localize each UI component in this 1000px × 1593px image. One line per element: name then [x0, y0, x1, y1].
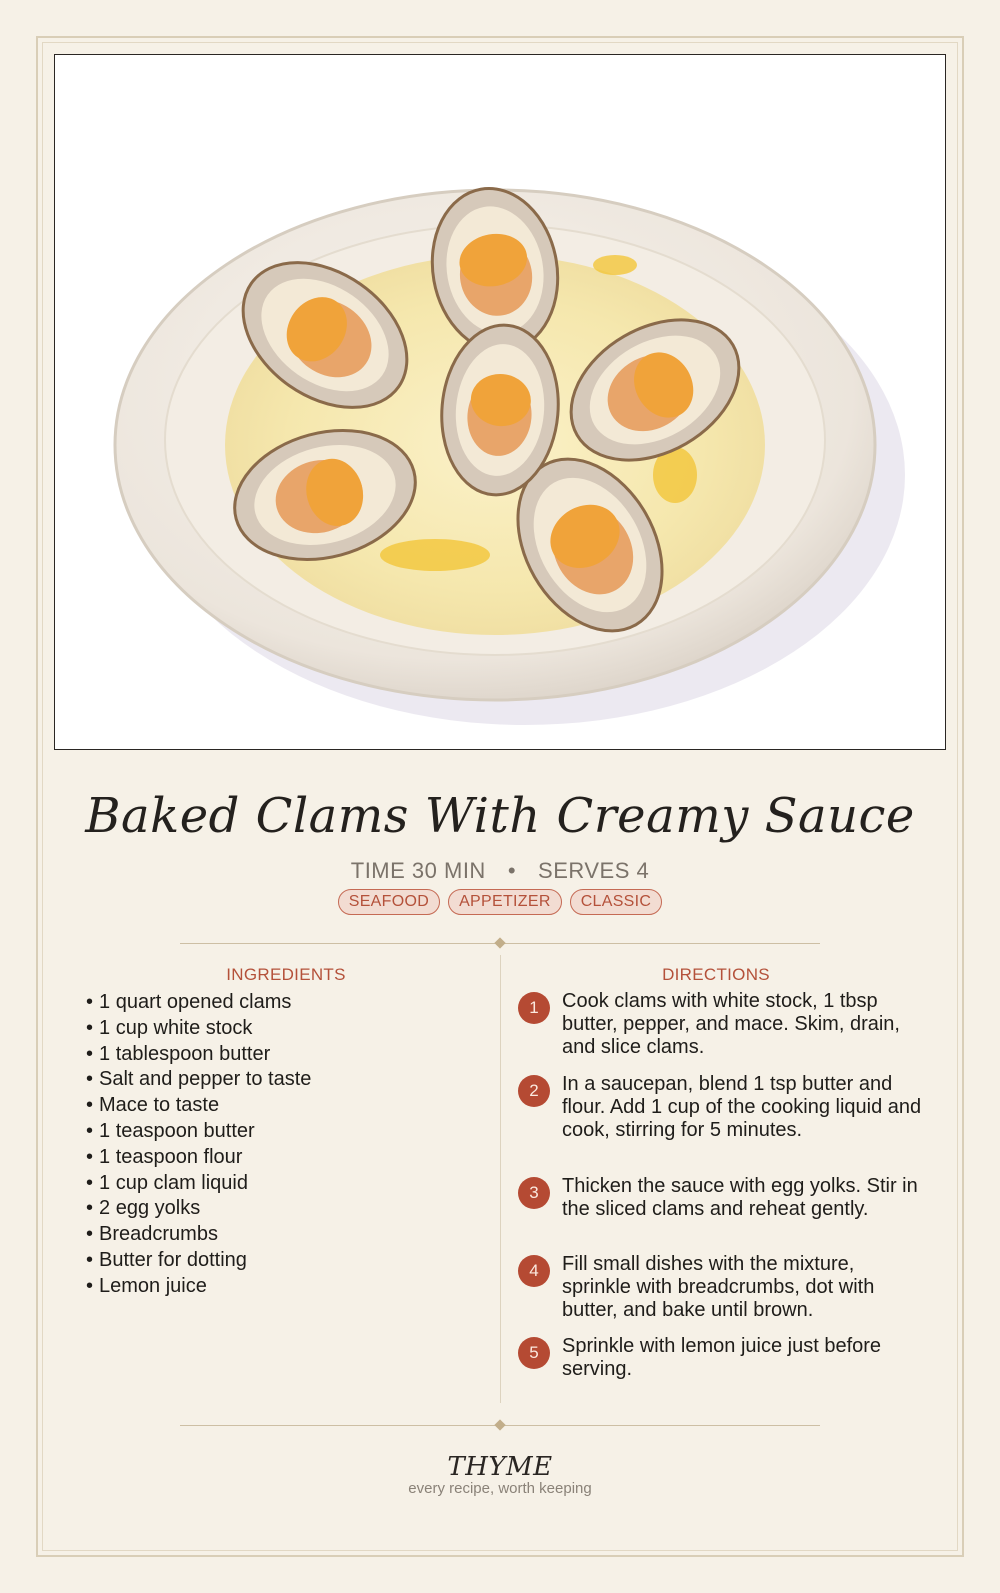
recipe-title: Baked Clams With Creamy Sauce — [85, 788, 915, 844]
tag-seafood[interactable]: SEAFOOD — [338, 889, 440, 915]
step-number-badge: 1 — [518, 992, 550, 1024]
column-divider — [500, 955, 501, 1403]
step-number-badge: 4 — [518, 1255, 550, 1287]
tag-classic[interactable]: CLASSIC — [570, 889, 663, 915]
time-label: TIME 30 MIN — [350, 858, 486, 883]
step-text: Cook clams with white stock, 1 tbsp butter, pepper, and mace. Skim, drain, and slice clams. — [562, 990, 900, 1058]
ingredients-heading: INGREDIENTS — [226, 965, 346, 984]
ingredient-item: • 1 quart opened clams — [86, 990, 476, 1016]
ingredient-item: • Salt and pepper to taste — [86, 1067, 476, 1093]
serves-label: SERVES 4 — [538, 858, 650, 883]
ingredient-list — [86, 990, 476, 1300]
step-number-badge: 3 — [518, 1177, 550, 1209]
step-text: Fill small dishes with the mixture, sprinkle with breadcrumbs, dot with butter, and bake until brown. — [562, 1253, 875, 1321]
tag-appetizer[interactable]: APPETIZER — [448, 889, 562, 915]
ingredient-item: • 1 cup white stock — [86, 1016, 476, 1042]
ingredient-item: • 1 teaspoon butter — [86, 1119, 476, 1145]
ingredient-item: • Mace to taste — [86, 1093, 476, 1119]
step-text: Thicken the sauce with egg yolks. Stir in the sliced clams and reheat gently. — [562, 1175, 918, 1220]
tag-list — [0, 889, 1000, 915]
step-text: In a saucepan, blend 1 tsp butter and flour. Add 1 cup of the cooking liquid and cook, stirring for 5 minutes. — [562, 1073, 922, 1141]
recipe-meta — [0, 858, 1000, 884]
brand-logo-text: THYME — [447, 1452, 553, 1482]
ingredient-item: • Breadcrumbs — [86, 1222, 476, 1248]
step-number-badge: 5 — [518, 1337, 550, 1369]
step-number-badge: 2 — [518, 1075, 550, 1107]
brand-tagline: every recipe, worth keeping — [408, 1480, 592, 1497]
recipe-illustration — [54, 54, 946, 750]
step-text: Sprinkle with lemon juice just before serving. — [562, 1335, 882, 1380]
ingredient-item: • Butter for dotting — [86, 1248, 476, 1274]
ingredient-item: • 1 teaspoon flour — [86, 1145, 476, 1171]
meta-separator: • — [507, 858, 517, 883]
ingredient-item: • 1 tablespoon butter — [86, 1042, 476, 1068]
ingredient-item: • 1 cup clam liquid — [86, 1171, 476, 1197]
ingredient-item: • 2 egg yolks — [86, 1196, 476, 1222]
ingredient-item: • Lemon juice — [86, 1274, 476, 1300]
directions-heading: DIRECTIONS — [662, 965, 770, 984]
